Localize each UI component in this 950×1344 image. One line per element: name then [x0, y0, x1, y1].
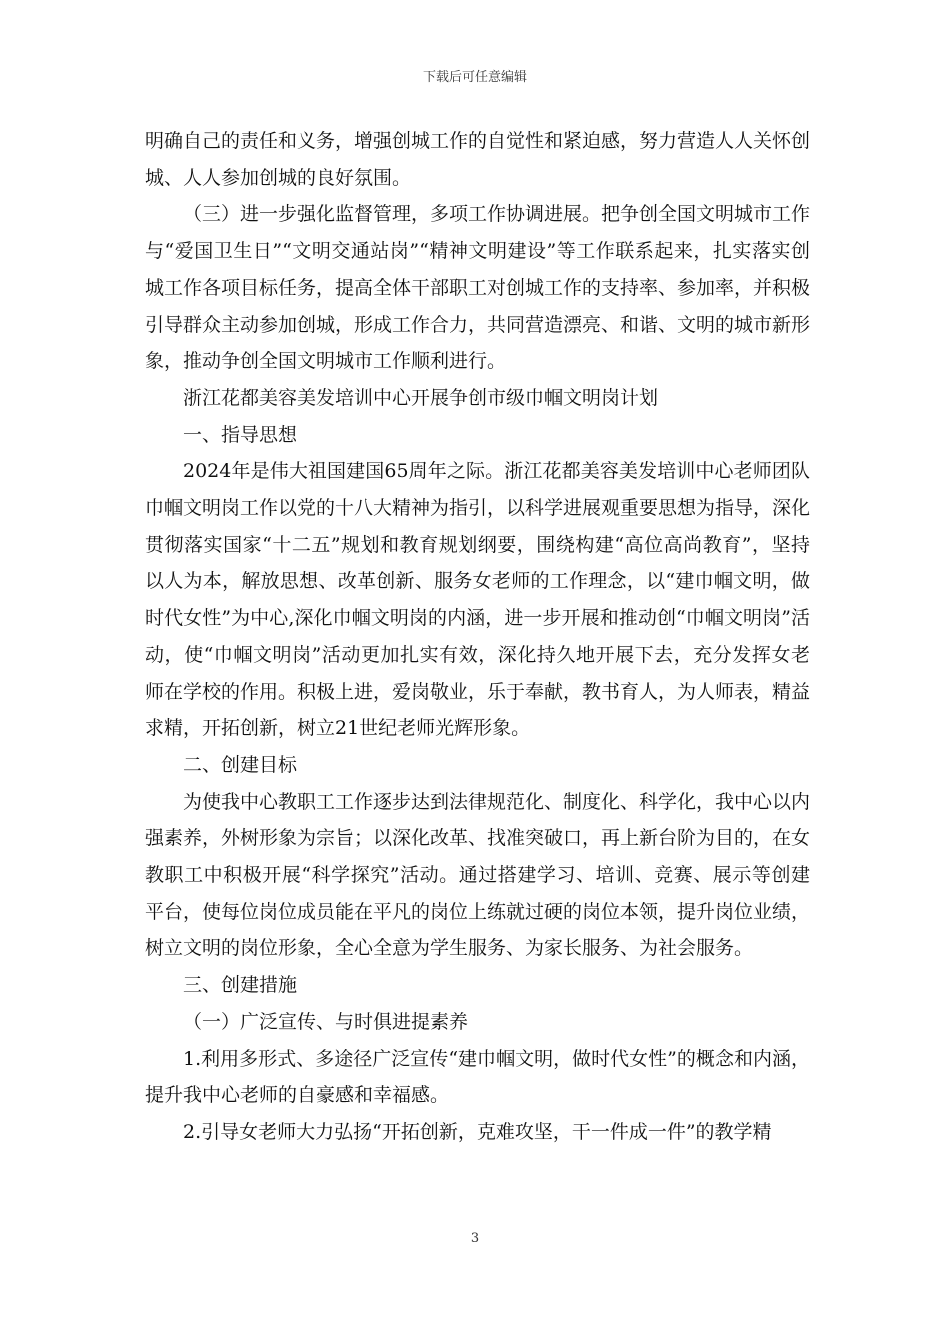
- list-item-1: 1.利用多形式、多途径广泛宣传“建巾帼文明，做时代女性”的概念和内涵，提升我中心老师的自豪感和幸福感。: [145, 1047, 810, 1107]
- section-heading-measures: 三、创建措施: [183, 974, 298, 997]
- paragraph-goals: 为使我中心教职工工作逐步达到法律规范化、制度化、科学化，我中心以内强素养，外树形象为宗旨；以深化改革、找准突破口，再上新台阶为目的，在女教职工中积极开展“科学探究”活动。通过搭建学习、培训、竞赛、展示等创建平台，使每位岗位成员能在平凡的岗位上练就过硬的岗位本领，提升岗位业绩，树立文明的岗位形象，全心全意为学生服务、为家长服务、为社会服务。: [145, 790, 811, 960]
- section-heading-guiding-ideology: 一、指导思想: [183, 423, 298, 446]
- page-number: 3: [470, 1231, 480, 1246]
- paragraph-supervision: （三）进一步强化监督管理，多项工作协调进展。把争创全国文明城市工作与“爱国卫生日”“文明交通站岗”“精神文明建设”等工作联系起来，扎实落实创城工作各项目标任务，提高全体干部职工对创城工作的支持率、参加率，并积极引导群众主动参加创城，形成工作合力，共同营造漂亮、和谐、文明的城市新形象，推动争创全国文明城市工作顺利进行。: [145, 203, 811, 373]
- paragraph-guiding-ideology: 2024年是伟大祖国建国65周年之际。浙江花都美容美发培训中心老师团队巾帼文明岗工作以党的十八大精神为指引，以科学进展观重要思想为指导，深化贯彻落实国家“十二五”规划和教育规划纲要，围绕构建“高位高尚教育”，坚持以人为本，解放思想、改革创新、服务女老师的工作理念，以“建巾帼文明，做时代女性”为中心,深化巾帼文明岗的内涵，进一步开展和推动创“巾帼文明岗”活动，使“巾帼文明岗”活动更加扎实有效，深化持久地开展下去，充分发挥女老师在学校的作用。积极上进，爱岗敬业，乐于奉献，教书育人，为人师表，精益求精，开拓创新，树立21世纪老师光辉形象。: [145, 460, 811, 740]
- list-item-2: 2.引导女老师大力弘扬“开拓创新，克难攻坚，干一件成一件”的教学精: [183, 1120, 772, 1143]
- subsection-heading-publicity: （一）广泛宣传、与时俱进提素养: [183, 1010, 469, 1033]
- section-heading-goals: 二、创建目标: [183, 753, 298, 776]
- plan-title: 浙江花都美容美发培训中心开展争创市级巾帼文明岗计划: [183, 386, 659, 409]
- paragraph-responsibility: 明确自己的责任和义务，增强创城工作的自觉性和紧迫感，努力营造人人关怀创城、人人参加创城的良好氛围。: [145, 130, 811, 189]
- page-header: 下载后可任意编辑: [422, 70, 527, 85]
- document-body: [145, 123, 810, 1151]
